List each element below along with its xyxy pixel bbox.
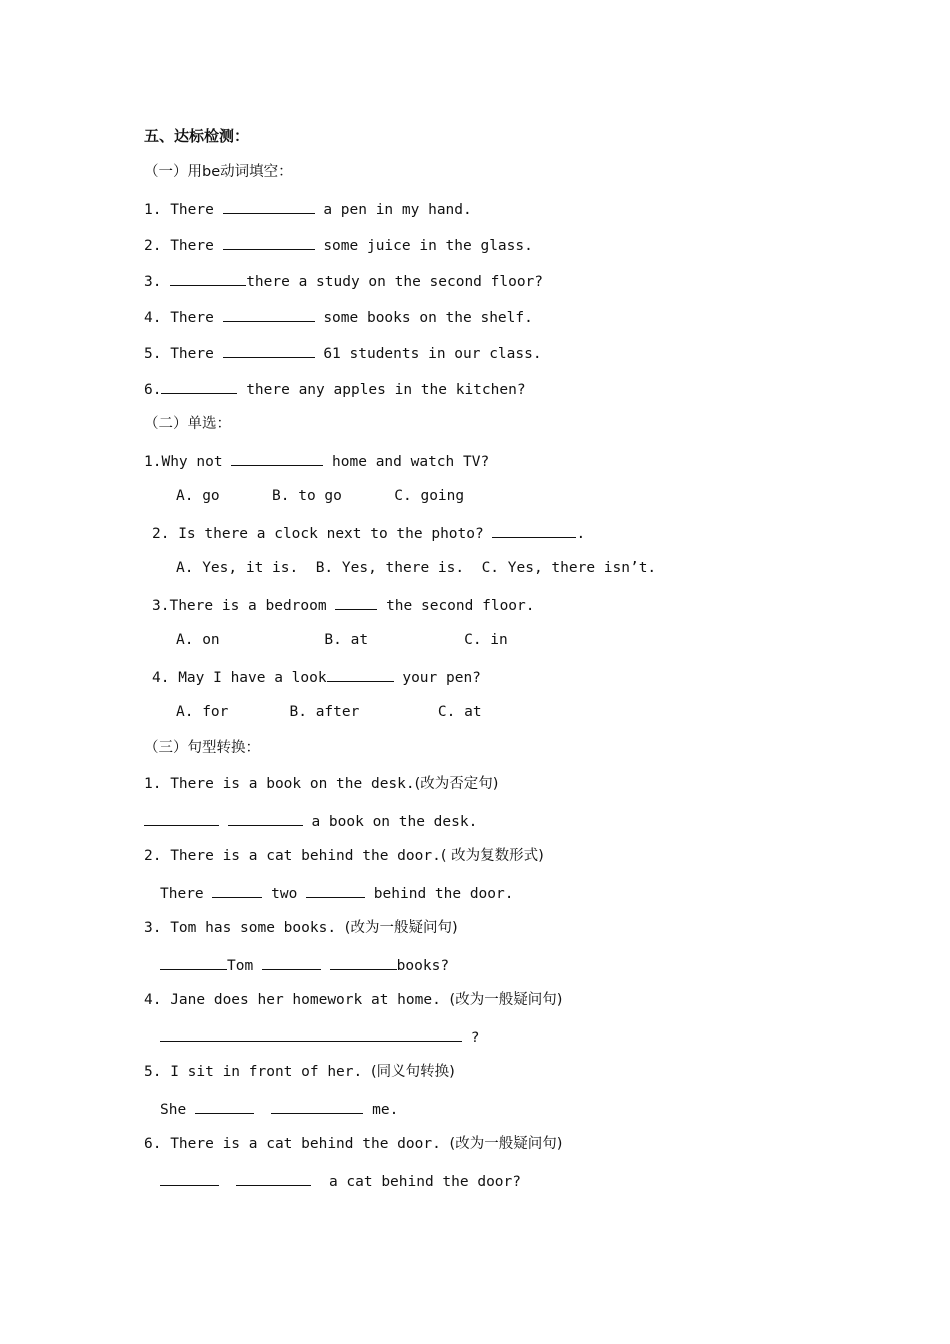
item-text: there a study on the second floor?: [246, 274, 544, 290]
answer-blank[interactable]: [223, 306, 315, 322]
question-text: 1.Why not: [144, 454, 223, 470]
item-text: there any apples in the kitchen?: [246, 382, 526, 398]
mc-options-3: [176, 630, 508, 650]
question-note: (改为一般疑问句): [344, 920, 458, 936]
question-note: (改为一般疑问句): [449, 992, 563, 1008]
question-text: 5. I sit in front of her.: [144, 1064, 363, 1080]
question-note: (改为一般疑问句): [449, 1136, 563, 1152]
item-number: 4.: [144, 310, 162, 326]
question-text: home and watch TV?: [332, 454, 490, 470]
item-number: 1.: [144, 202, 162, 218]
answer-blank[interactable]: [262, 954, 321, 970]
fill-item-6: [144, 378, 526, 400]
option-c: C. Yes, there isn’t.: [481, 560, 657, 576]
answer-text: books?: [396, 958, 450, 974]
answer-blank[interactable]: [223, 234, 315, 250]
item-text: There: [170, 310, 214, 326]
transform-answer-2: [160, 882, 513, 904]
item-number: 5.: [144, 346, 162, 362]
answer-blank[interactable]: [236, 1170, 311, 1186]
option-a: A. Yes, it is.: [176, 560, 299, 576]
transform-answer-1: [144, 810, 477, 832]
item-text: some juice in the glass.: [323, 238, 533, 254]
answer-blank[interactable]: [170, 270, 246, 286]
mc-question-4: [152, 666, 481, 688]
option-b: B. at: [324, 632, 369, 648]
option-b: B. after: [289, 704, 360, 720]
answer-text: There: [160, 886, 204, 902]
section2-title: （二）单选：: [144, 416, 231, 432]
item-text: There: [170, 238, 214, 254]
fill-item-2: [144, 234, 533, 256]
question-text: 2. There is a cat behind the door.: [144, 848, 441, 864]
answer-blank[interactable]: [492, 522, 576, 538]
answer-text: a book on the desk.: [311, 814, 478, 830]
answer-blank[interactable]: [195, 1098, 254, 1114]
mc-options-2: [176, 558, 656, 578]
item-text: There: [170, 202, 214, 218]
answer-blank[interactable]: [306, 882, 365, 898]
option-b: B. Yes, there is.: [315, 560, 465, 576]
answer-text: a cat behind the door?: [328, 1174, 521, 1190]
question-text: 6. There is a cat behind the door.: [144, 1136, 441, 1152]
answer-blank[interactable]: [160, 1170, 219, 1186]
answer-blank[interactable]: [327, 666, 394, 682]
item-text: a pen in my hand.: [323, 202, 472, 218]
transform-question-1: [144, 774, 498, 794]
transform-answer-5: [160, 1098, 398, 1120]
option-a: A. go: [176, 488, 220, 504]
transform-answer-6: [160, 1170, 521, 1192]
transform-question-5: [144, 1062, 455, 1082]
question-text: the second floor.: [386, 598, 535, 614]
answer-text: Tom: [227, 958, 254, 974]
mc-options-1: [176, 486, 464, 506]
question-text: 2. Is there a clock next to the photo?: [152, 526, 484, 542]
mc-question-2: [152, 522, 585, 544]
answer-blank[interactable]: [223, 342, 315, 358]
answer-blank[interactable]: [212, 882, 262, 898]
answer-blank[interactable]: [231, 450, 323, 466]
question-note: (同义句转换): [370, 1064, 455, 1080]
section1-title: （一）用be动词填空：: [144, 164, 293, 180]
transform-question-6: [144, 1134, 562, 1154]
question-note: (改为否定句): [414, 776, 499, 792]
answer-blank[interactable]: [271, 1098, 363, 1114]
transform-question-4: [144, 990, 562, 1010]
fill-item-1: [144, 198, 472, 220]
mc-options-4: [176, 702, 482, 722]
item-text: some books on the shelf.: [323, 310, 533, 326]
fill-item-4: [144, 306, 533, 328]
question-text: 4. May I have a look: [152, 670, 327, 686]
transform-question-3: [144, 918, 458, 938]
section3-title: （三）句型转换：: [144, 740, 260, 756]
item-number: 3.: [144, 274, 162, 290]
answer-text: behind the door.: [373, 886, 514, 902]
section-heading: 五、达标检测：: [144, 127, 250, 145]
answer-text: two: [271, 886, 298, 902]
fill-item-3: [144, 270, 543, 292]
item-text: 61 students in our class.: [323, 346, 542, 362]
option-a: A. on: [176, 632, 220, 648]
answer-text: me.: [372, 1102, 399, 1118]
answer-blank[interactable]: [330, 954, 397, 970]
transform-answer-4: [160, 1026, 479, 1048]
option-c: C. in: [464, 632, 508, 648]
answer-blank[interactable]: [228, 810, 303, 826]
answer-text: ?: [470, 1030, 480, 1046]
item-text: There: [170, 346, 214, 362]
question-text: .: [576, 526, 586, 542]
option-b: B. to go: [272, 488, 342, 504]
option-c: C. going: [394, 488, 465, 504]
option-c: C. at: [437, 704, 482, 720]
question-text: 1. There is a book on the desk.: [144, 776, 415, 792]
question-text: your pen?: [402, 670, 481, 686]
answer-blank[interactable]: [161, 378, 237, 394]
answer-text: She: [160, 1102, 187, 1118]
transform-answer-3: [160, 954, 449, 976]
item-number: 6.: [144, 382, 162, 398]
answer-blank[interactable]: [223, 198, 315, 214]
question-text: 3. Tom has some books.: [144, 920, 337, 936]
question-note: ( 改为复数形式): [440, 848, 544, 864]
mc-question-1: [144, 450, 489, 472]
answer-blank[interactable]: [335, 594, 377, 610]
answer-blank[interactable]: [144, 810, 219, 826]
answer-blank[interactable]: [160, 954, 227, 970]
answer-blank[interactable]: [160, 1026, 462, 1042]
item-number: 2.: [144, 238, 162, 254]
question-text: 3.There is a bedroom: [152, 598, 327, 614]
fill-item-5: [144, 342, 542, 364]
mc-question-3: [152, 594, 534, 616]
question-text: 4. Jane does her homework at home.: [144, 992, 441, 1008]
option-a: A. for: [176, 704, 229, 720]
transform-question-2: [144, 846, 544, 866]
